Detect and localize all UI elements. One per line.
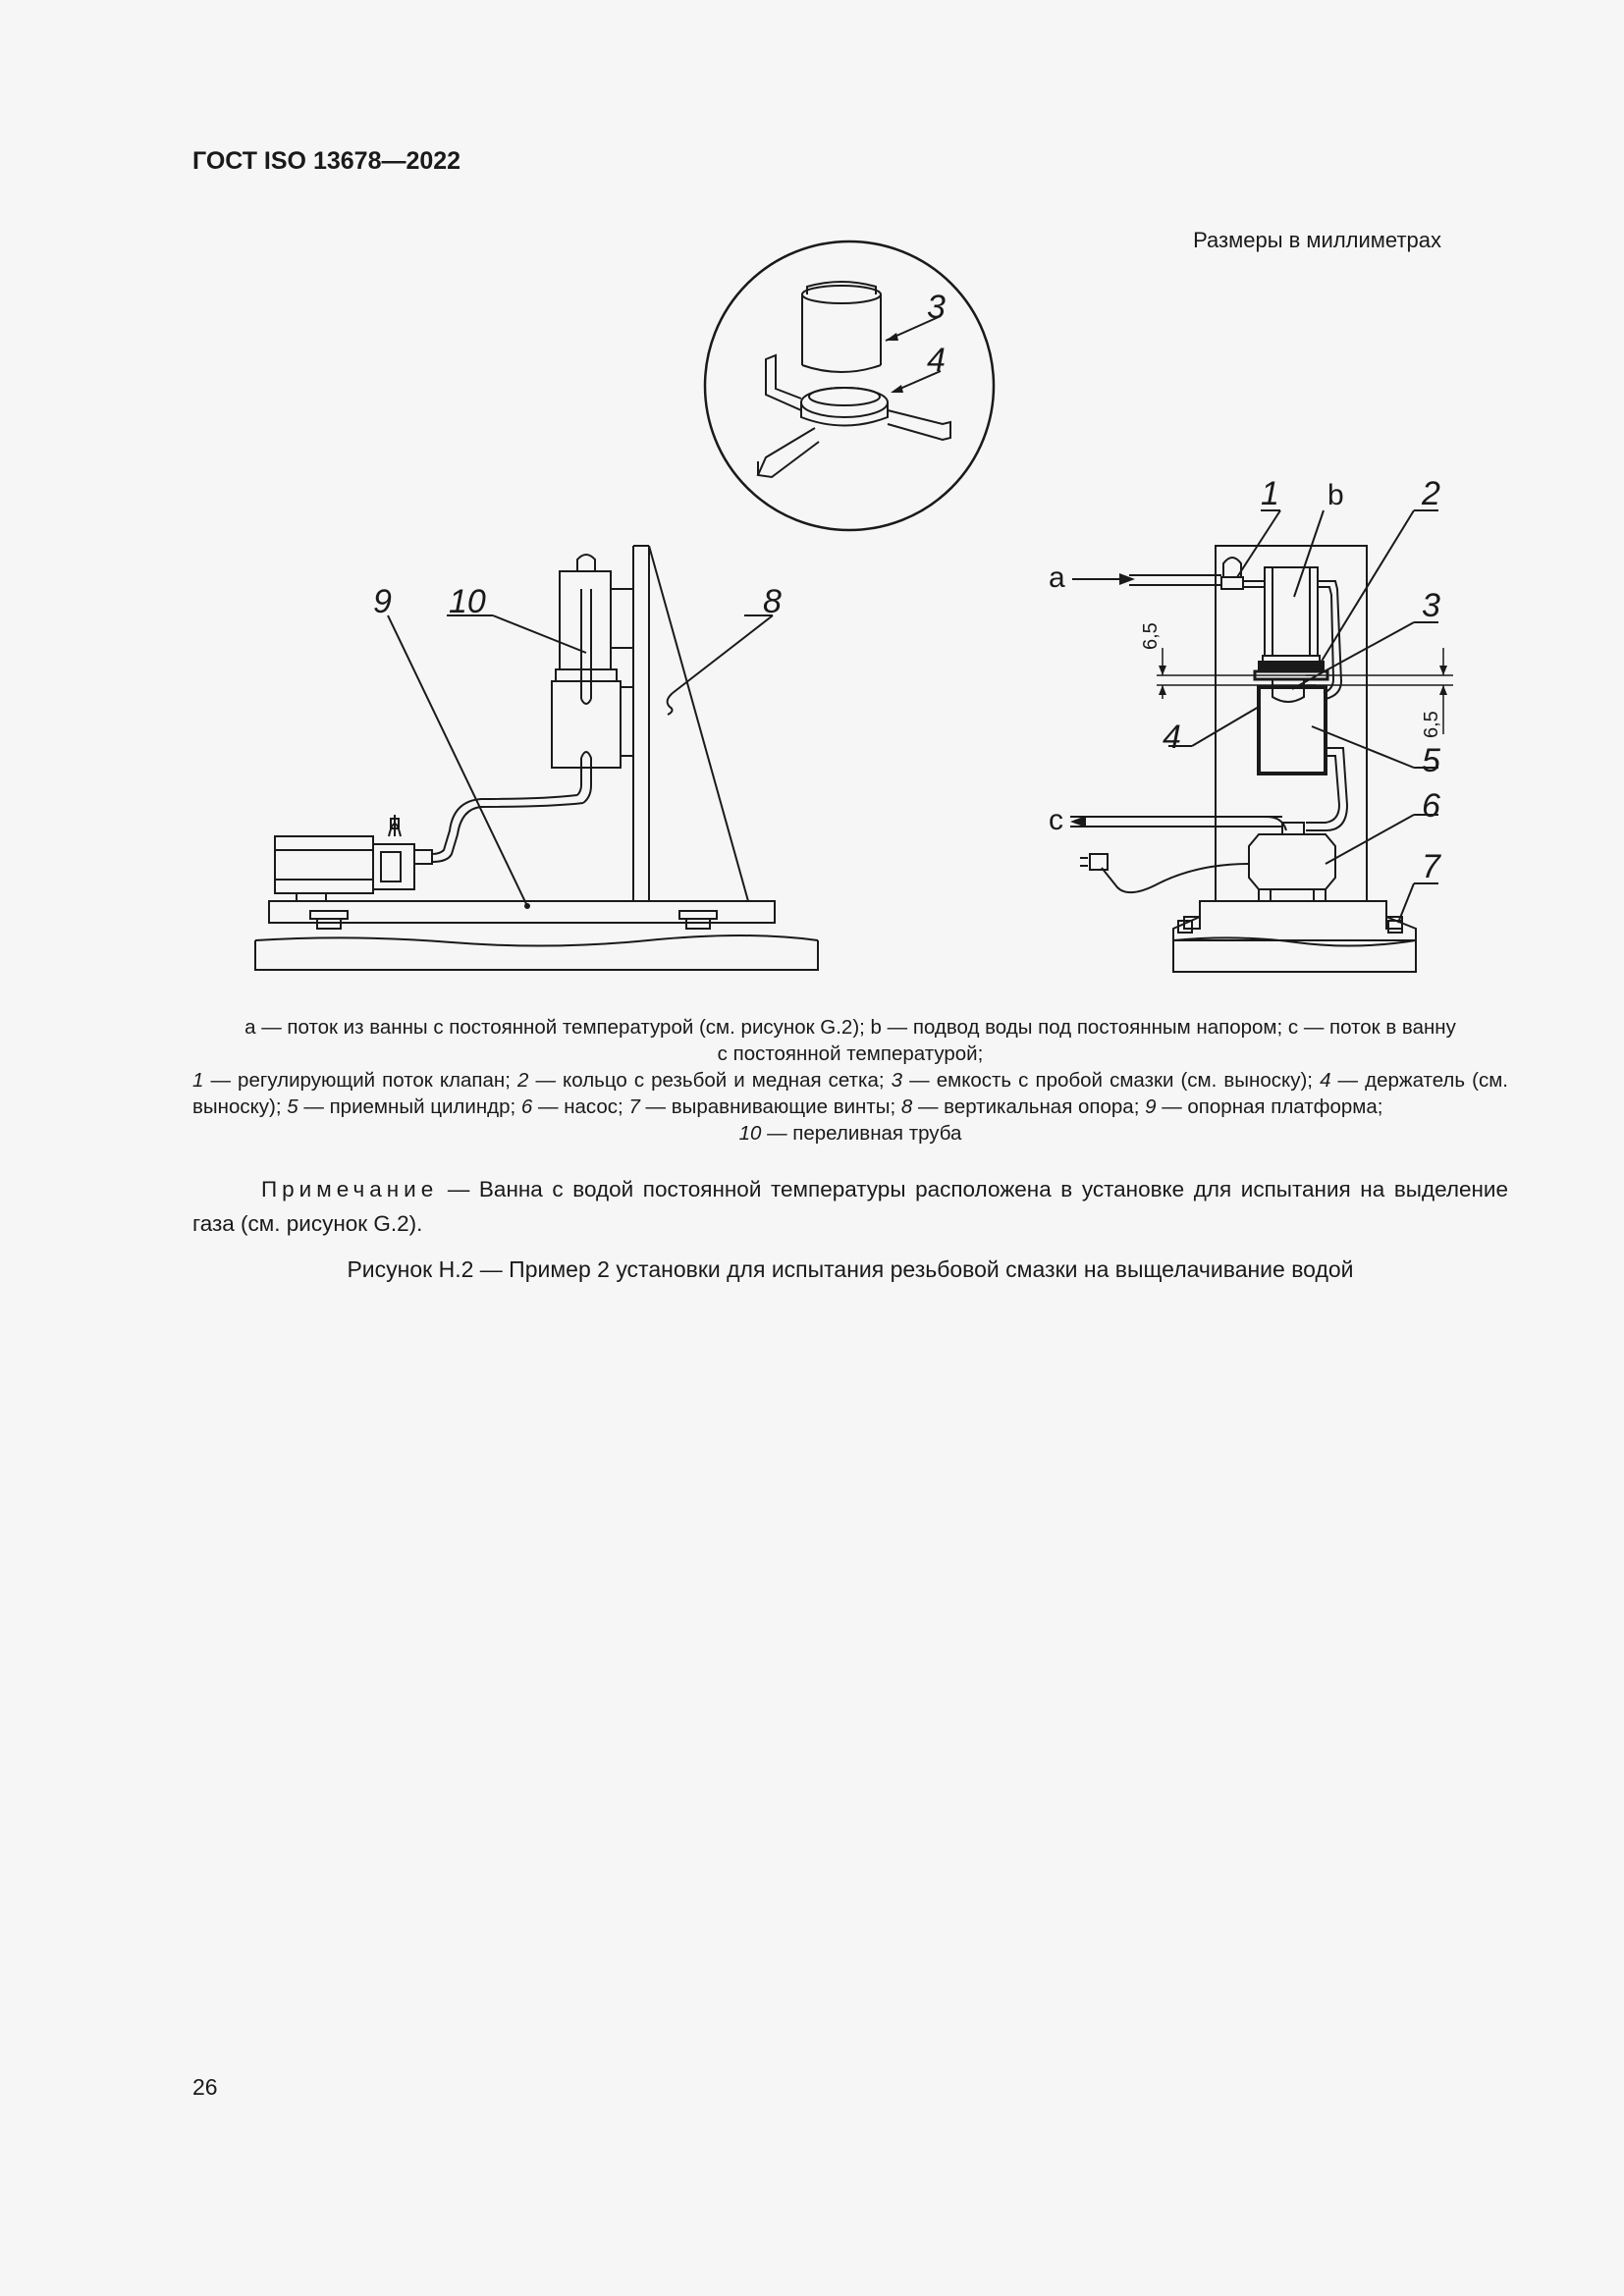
label-4: 4 [1163, 719, 1181, 756]
dimension-value-right: 6,5 [1421, 711, 1442, 738]
label-10: 10 [449, 583, 486, 620]
callout-label-3: 3 [927, 289, 946, 326]
label-9: 9 [373, 583, 392, 620]
note-label: Примечание [261, 1177, 439, 1201]
page-number: 26 [192, 2074, 218, 2100]
label-7: 7 [1422, 848, 1440, 885]
label-5: 5 [1422, 742, 1440, 779]
legend-last-item: 10 — переливная труба [738, 1122, 962, 1145]
legend-line-2: с постоянной температурой; [717, 1042, 984, 1065]
label-a: a [1049, 561, 1065, 594]
left-view-drawing [255, 546, 818, 970]
label-8: 8 [763, 583, 782, 620]
label-2: 2 [1422, 475, 1440, 512]
note-paragraph [192, 1172, 1508, 1241]
callout-detail [705, 241, 994, 530]
legend-items: 1 — регулирующий поток клапан; 2 — кольцо с резьбой и медная сетка; 3 — емкость с пробой смазки (см. выноску); 4 — держатель (см. выноску); 5 — приемный цилиндр; 6 — насос; 7 — выравнивающие винты; 8 — вертикальная опора; 9 — опорная платформа; [192, 1069, 1509, 1118]
figure-caption: Рисунок H.2 — Пример 2 установки для испытания резьбовой смазки на выщелачивание водой [347, 1256, 1354, 1282]
holder-drawing [758, 355, 950, 477]
label-1: 1 [1261, 475, 1279, 512]
sample-container-drawing [802, 282, 881, 372]
dimensions-note: Размеры в миллиметрах [1193, 228, 1441, 252]
dimension-value-left: 6,5 [1140, 622, 1162, 650]
label-3: 3 [1422, 587, 1440, 624]
callout-label-4: 4 [927, 342, 946, 379]
figure-h2 [0, 0, 1624, 1001]
document-header: ГОСТ ISO 13678—2022 [192, 147, 461, 175]
right-view-drawing [1070, 546, 1416, 972]
figure-legend [192, 1014, 1508, 1147]
note-text: — Ванна с водой постоянной температуры расположена в установке для испытания на выделение газа (см. рисунок G.2). [192, 1177, 1508, 1236]
label-b: b [1327, 479, 1344, 511]
label-6: 6 [1422, 787, 1440, 825]
label-c: c [1049, 804, 1063, 836]
legend-line-1: a — поток из ванны с постоянной температурой (см. рисунок G.2); b — подвод воды под постоянным напором; c — поток в ванну [244, 1016, 1456, 1039]
